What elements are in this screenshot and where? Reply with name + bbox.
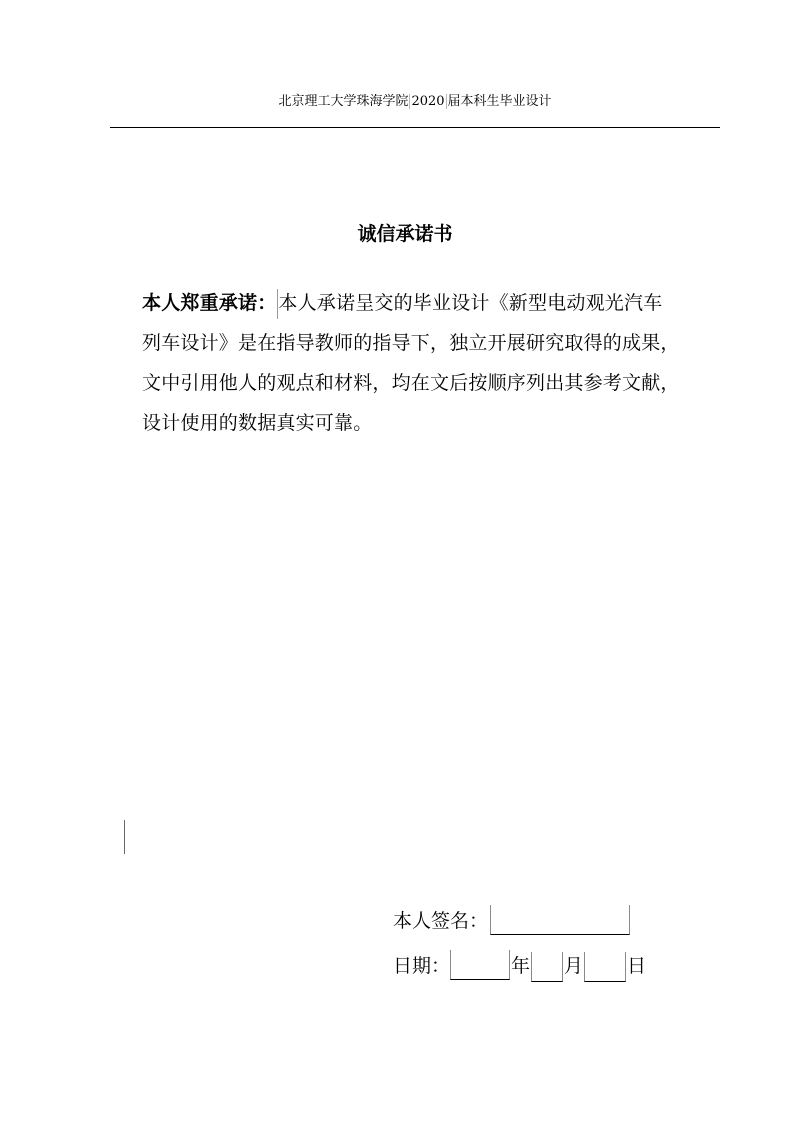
pledge-line-2: 列车设计》是在指导教师的指导下，独立开展研究取得的成果，	[142, 332, 680, 354]
pledge-line-1	[142, 283, 702, 323]
pledge-line-4: 设计使用的数据真实可靠。	[142, 412, 373, 434]
year-unit: 年	[511, 955, 531, 977]
pledge-text-1: 本人承诺呈交的毕业设计《新型电动观光汽车	[278, 292, 663, 314]
day-field[interactable]	[584, 952, 626, 982]
day-unit: 日	[627, 955, 647, 977]
header-rule	[110, 127, 720, 128]
signature-label: 本人签名：	[393, 910, 489, 932]
pledge-lead: 本人郑重承诺：	[142, 292, 277, 314]
month-unit: 月	[564, 955, 584, 977]
header-school: 北京理工大学珠海学院	[278, 94, 409, 109]
year-field[interactable]	[450, 950, 510, 980]
pledge-line-3: 文中引用他人的观点和材料，均在文后按顺序列出其参考文献，	[142, 372, 680, 394]
text-cursor-mark	[446, 94, 447, 109]
date-label: 日期：	[393, 955, 451, 977]
header-year: 2020	[411, 94, 445, 109]
document-title: 诚信承诺书	[357, 223, 453, 245]
date-row	[393, 950, 646, 982]
signature-row	[393, 905, 630, 937]
margin-mark	[124, 820, 125, 854]
month-field[interactable]	[531, 952, 563, 982]
page-header	[110, 92, 720, 112]
header-suffix: 届本科生毕业设计	[447, 94, 552, 109]
signature-field[interactable]	[490, 905, 630, 935]
pledge-paragraph	[142, 283, 702, 443]
